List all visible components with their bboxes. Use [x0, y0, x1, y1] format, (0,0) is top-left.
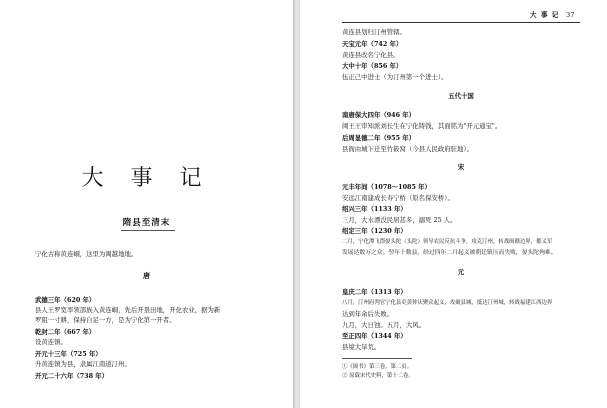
footnote: ② 原载宋代史料，第十二卷。 — [342, 373, 414, 379]
entry-year: 元丰年间（1078～1085 年） — [342, 183, 431, 191]
header-rule — [342, 22, 580, 23]
running-header: 大 事 记 — [530, 11, 560, 19]
chapter-subtitle: 隋县至清末 — [122, 218, 171, 228]
entry-text: 八月，汀州府判官宁化县吏黄仲庆聚众起义，攻破县城，抵达汀州城，转战福建江西边界 — [342, 300, 553, 306]
entry-text: 三月，大水漂没民居甚多，溺死 25 人。 — [342, 216, 457, 224]
dynasty-heading-wudai: 五代十国 — [448, 92, 474, 100]
entry-text: 二月，宁化潭飞漈晏头陀（头陀）领导农民反抗斗争，攻克汀州，转战闽赣边界，都义军 — [342, 239, 553, 245]
entry-year: 至正四年（1344 年） — [342, 332, 407, 340]
entry-year: 大中十年（856 年） — [342, 62, 403, 70]
entry-year: 绍兴三年（1133 年） — [342, 205, 407, 213]
book-gutter — [293, 0, 300, 408]
entry-text: 闽王王审知派刘长生在宁化铸钱，其面铭为"开元通宝"。 — [342, 122, 502, 130]
left-page — [0, 0, 293, 408]
right-page — [300, 0, 607, 408]
dynasty-heading-yuan: 元 — [457, 268, 465, 276]
entry-year: 后周显德二年（955 年） — [342, 134, 416, 142]
footnote-rule — [342, 358, 412, 359]
dynasty-heading-song: 宋 — [457, 163, 465, 171]
entry-text: 罗阻一寸耕，保持自足一方，是为宁化第一开者。 — [35, 316, 176, 324]
entry-text: 县人王罗宽率领部族入黄连峒，先后开垦田地，开化农业，据为新 — [35, 306, 221, 314]
entry-year: 开元二十六年（738 年） — [35, 372, 109, 380]
entry-text: 县衙由城下迁至竹筱窝（今县人民政府驻地）。 — [342, 145, 474, 153]
entry-text: 升黄连镇为县，隶属江南道汀州。 — [35, 360, 131, 368]
entry-year: 南唐保大四年（946 年） — [342, 111, 416, 119]
entry-text: 设黄连镇。 — [35, 338, 67, 346]
entry-text: 县境大旱荒。 — [342, 343, 381, 351]
entry-year: 乾封二年（667 年） — [35, 328, 96, 336]
entry-text: 伍正己中进士（为汀州第一个进士）。 — [342, 73, 448, 81]
entry-text: 发展达数万之众。翌年十数县，经过四年二月起义被朝廷镇压而失败，晏头陀殉难。 — [342, 250, 557, 256]
page-number: 37 — [566, 11, 575, 19]
entry-year: 武德三年（620 年） — [35, 296, 96, 304]
book-title: 大 事 记 — [81, 166, 212, 191]
entry-text: 安远江南建成长寿宁桥（原名保安桥）。 — [342, 194, 454, 202]
footnote: ①《闽书》第三卷，第二页。 — [342, 364, 413, 370]
entry-year: 开元十三年（725 年） — [35, 350, 102, 358]
dynasty-heading-tang: 唐 — [143, 271, 150, 280]
entry-text: 黄连县划归汀州管辖。 — [342, 28, 406, 36]
entry-year: 天宝元年（742 年） — [342, 40, 403, 48]
entry-year: 绍定三年（1230 年） — [342, 227, 407, 235]
entry-text: 九月，大日蚀。五月，大风。 — [342, 321, 426, 329]
intro-paragraph: 宁化古称黄连峒，这里为闽越地地。 — [35, 250, 138, 258]
entry-text: 达到年余后失败。 — [342, 310, 394, 318]
subtitle-underline — [121, 230, 175, 231]
entry-year: 皇庆二年（1313 年） — [342, 288, 407, 296]
entry-text: 黄连县改名宁化县。 — [342, 51, 400, 59]
